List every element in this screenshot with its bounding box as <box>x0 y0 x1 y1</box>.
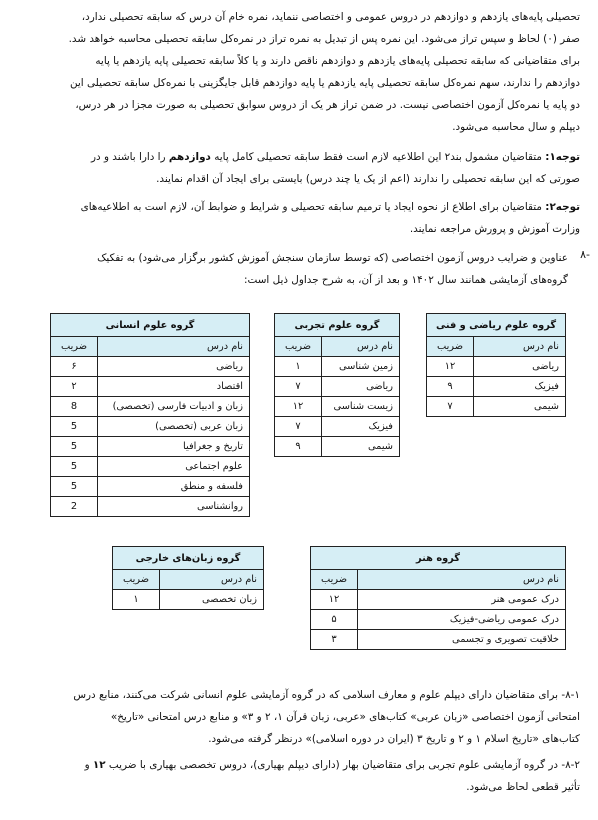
course-coef: 5 <box>51 417 98 437</box>
course-name: درک عمومی ریاضی-فیزیک <box>358 610 566 630</box>
col-header-name: نام درس <box>98 337 250 357</box>
section8-paragraph <box>20 247 568 291</box>
col-header-coef: ضریب <box>113 570 160 590</box>
table-title: گروه زبان‌های خارجی <box>113 547 264 570</box>
note2-paragraph <box>20 196 580 240</box>
section8-line: گروه‌های آزمایشی همانند سال ۱۴۰۲ و بعد از آن، به شرح جداول ذیل است: <box>244 274 568 286</box>
table-row <box>113 590 264 610</box>
table-row <box>51 357 250 377</box>
note1-bold: دوازدهم <box>168 151 211 163</box>
note1-paragraph <box>20 146 580 190</box>
table-title: گروه علوم انسانی <box>51 314 250 337</box>
course-name: زمین شناسی <box>322 357 400 377</box>
exp-group-table <box>274 313 400 457</box>
sub82-line2: تأثیر قطعی لحاظ می‌شود. <box>466 781 580 793</box>
sub82-line <box>20 754 580 776</box>
note2-line <box>20 196 580 218</box>
table-row <box>51 457 250 477</box>
course-name: شیمی <box>322 437 400 457</box>
course-coef: ۹ <box>427 377 474 397</box>
table-row <box>275 397 400 417</box>
intro-line: تحصیلی پایه‌های یازدهم و دوازدهم در دروس عمومی و اختصاصی ننماید، نمره خام آن درس که سابقه تحصیلی ندارد، <box>81 11 580 23</box>
course-name: ریاضی <box>474 357 566 377</box>
note2-text: متقاضیان برای اطلاع از نحوه ایجاد یا ترمیم سابقه تحصیلی و شرایط و ضوابط آن، لازم است به اطلاعیه‌های <box>80 201 546 213</box>
sub81-paragraph <box>20 684 580 750</box>
sub81-line: ۸-۱- برای متقاضیان دارای دیپلم علوم و معارف اسلامی که در گروه آزمایشی علوم انسانی شرکت می‌کنند، منابع درس <box>73 689 580 701</box>
lang-group-table <box>112 546 264 610</box>
table-row <box>51 377 250 397</box>
course-coef: 5 <box>51 457 98 477</box>
course-coef: 2 <box>51 497 98 517</box>
course-coef: ۷ <box>275 417 322 437</box>
table-title: گروه علوم تجربی <box>275 314 400 337</box>
course-name: ریاضی <box>322 377 400 397</box>
course-coef: ۷ <box>275 377 322 397</box>
section8-line: عناوین و ضرایب دروس آزمون اختصاصی (که توسط سازمان سنجش آموزش کشور برگزار می‌شود) به تفکیک <box>97 252 568 264</box>
course-name: فیزیک <box>322 417 400 437</box>
table-row <box>427 357 566 377</box>
section8-number: -۸ <box>580 248 590 261</box>
course-coef: ۲ <box>51 377 98 397</box>
course-coef: ۶ <box>51 357 98 377</box>
course-name: علوم اجتماعی <box>98 457 250 477</box>
course-coef: ۵ <box>311 610 358 630</box>
course-name: خلاقیت تصویری و تجسمی <box>358 630 566 650</box>
note2-line2: وزارت آموزش و پرورش مراجعه نمایند. <box>409 223 580 235</box>
course-coef: 5 <box>51 437 98 457</box>
table-row <box>275 357 400 377</box>
course-coef: ۹ <box>275 437 322 457</box>
note1-label: توجه۱: <box>545 151 580 163</box>
course-coef: ۱۲ <box>427 357 474 377</box>
note1-text-a: متقاضیان مشمول بند۲ این اطلاعیه لازم است فقط سابقه تحصیلی کامل پایه <box>210 151 546 163</box>
course-coef: ۱ <box>113 590 160 610</box>
math-group-table <box>426 313 566 417</box>
col-header-coef: ضریب <box>51 337 98 357</box>
art-group-table <box>310 546 566 650</box>
note2-label: توجه۲: <box>545 201 580 213</box>
course-coef: ۱۲ <box>311 590 358 610</box>
table-row <box>51 437 250 457</box>
table-row <box>311 630 566 650</box>
sub82-paragraph <box>20 754 580 798</box>
note1-line <box>20 146 580 168</box>
course-name: روانشناسی <box>98 497 250 517</box>
course-name: شیمی <box>474 397 566 417</box>
table-row <box>51 477 250 497</box>
course-coef: 5 <box>51 477 98 497</box>
sub81-line: کتاب‌های «تاریخ اسلام ۱ و ۲ و تاریخ ۳ (ایران در دوره اسلامی)» درنظر گرفته می‌شود. <box>208 733 580 745</box>
table-row <box>427 377 566 397</box>
course-coef: 8 <box>51 397 98 417</box>
table-row <box>51 497 250 517</box>
intro-line: دو پایه یا نمره‌کل آزمون اختصاصی نیست. در ضمن تراز هر یک از دروس سوابق تحصیلی به صورت مجزا در هر درس، <box>75 99 580 111</box>
table-row <box>311 610 566 630</box>
table-title: گروه علوم ریاضی و فنی <box>427 314 566 337</box>
table-row <box>427 397 566 417</box>
course-name: ریاضی <box>98 357 250 377</box>
course-name: اقتصاد <box>98 377 250 397</box>
intro-line: دیپلم و سال محاسبه می‌شود. <box>452 121 580 133</box>
col-header-name: نام درس <box>358 570 566 590</box>
table-title: گروه هنر <box>311 547 566 570</box>
course-coef: ۱ <box>275 357 322 377</box>
col-header-coef: ضریب <box>275 337 322 357</box>
table-row <box>311 590 566 610</box>
course-coef: ۳ <box>311 630 358 650</box>
course-name: زبان عربی (تخصصی) <box>98 417 250 437</box>
intro-line: صفر (۰) لحاظ و سپس تراز می‌شود. این نمره پس از تبدیل به نمره تراز در نمره‌کل سابقه تحصیلی محاسبه خواهد شد. <box>68 33 580 45</box>
table-row <box>275 377 400 397</box>
course-name: زیست شناسی <box>322 397 400 417</box>
hum-group-table <box>50 313 250 517</box>
table-row <box>51 417 250 437</box>
course-coef: ۱۲ <box>275 397 322 417</box>
table-row <box>51 397 250 417</box>
course-name: زبان تخصصی <box>160 590 264 610</box>
table-row <box>275 417 400 437</box>
sub81-line: امتحانی آزمون اختصاصی «زبان عربی» کتاب‌های «عربی، زبان قرآن ۱، ۲ و ۳» و منابع درس امتحانی «تاریخ» <box>110 711 580 723</box>
intro-line: برای متقاضیانی که سابقه تحصیلی پایه‌های یازدهم و دوازدهم ناقص دارند و یا کلاً سابقه تحصیلی پایه یازدهم یا پایه <box>95 55 580 67</box>
col-header-coef: ضریب <box>311 570 358 590</box>
course-name: زبان و ادبیات فارسی (تخصصی) <box>98 397 250 417</box>
course-coef: ۷ <box>427 397 474 417</box>
sub82-text-a: ۸-۲- در گروه آزمایشی علوم تجربی برای متقاضیان بهار (دارای دیپلم بهیاری)، دروس تخصصی بهیاری با ضریب <box>105 759 580 771</box>
col-header-name: نام درس <box>322 337 400 357</box>
course-name: تاریخ و جغرافیا <box>98 437 250 457</box>
sub82-bold: ۱۲ <box>92 759 106 771</box>
note1-line2: صورتی که این سابقه تحصیلی را ندارند (اعم از یک یا چند درس) بایستی برای ایجاد آن اقدام نمایند. <box>156 173 580 185</box>
intro-paragraph <box>20 6 580 138</box>
table-row <box>275 437 400 457</box>
col-header-name: نام درس <box>160 570 264 590</box>
course-name: فلسفه و منطق <box>98 477 250 497</box>
course-name: فیزیک <box>474 377 566 397</box>
col-header-name: نام درس <box>474 337 566 357</box>
course-name: درک عمومی هنر <box>358 590 566 610</box>
sub82-text-b: و <box>84 759 93 771</box>
col-header-coef: ضریب <box>427 337 474 357</box>
note1-text-b: را دارا باشند و در <box>91 151 169 163</box>
intro-line: دوازدهم را ندارند، سهم نمره‌کل سابقه تحصیلی پایه یازدهم یا پایه دوازدهم قابل جایگزینی با نمره‌کل سابقه تحصیلی این <box>70 77 580 89</box>
